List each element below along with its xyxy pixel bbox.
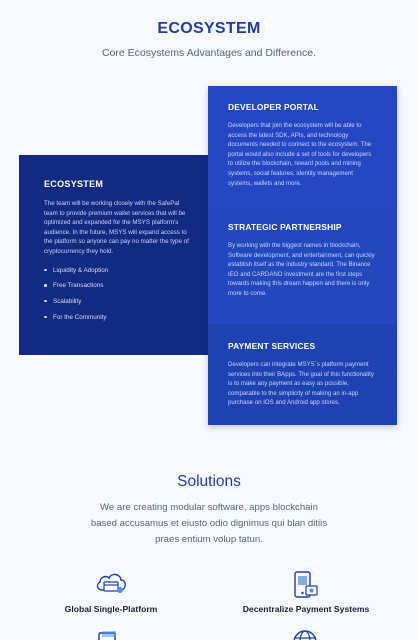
- ecosystem-card-title: ECOSYSTEM: [44, 179, 104, 189]
- ecosystem-feature-list: [44, 267, 191, 321]
- globe-icon: [292, 629, 318, 640]
- ecosystem-card-body: The team will be working closely with the SafePal team to provide premium wallet services that will be optimized and expanded for the MSYS platform's audience. In the future, MSYS will expand access to the platform so anyone can pay no matter the type of cryptocurrency they hold.: [44, 200, 189, 255]
- bullet-icon: [44, 269, 47, 272]
- solutions-title: Solutions: [177, 473, 241, 490]
- panel-body: Developers can integrate MSYS`s platform payment services into their BApps. The goal of this functionality is to make any payment as easy as possible, comparable to the simplicity of making an in-app purchase on IOS and Android app stores.: [228, 361, 374, 407]
- panel-title: DEVELOPER PORTAL: [228, 102, 319, 112]
- list-item: For the Community: [44, 314, 191, 321]
- bullet-icon: [44, 300, 47, 303]
- list-item: Free Transactions: [44, 282, 191, 289]
- feature-panels: [208, 86, 397, 425]
- bullet-icon: [44, 284, 47, 287]
- developer-portal-panel: [208, 86, 397, 206]
- strategic-partnership-panel: [208, 206, 397, 324]
- ecosystem-subtitle: Core Ecosystems Advantages and Difference.: [101, 47, 316, 59]
- ecosystem-card: [19, 155, 215, 355]
- cloud-payment-icon: [94, 570, 128, 596]
- list-item: Scalability: [44, 298, 191, 305]
- panel-title: PAYMENT SERVICES: [228, 341, 316, 351]
- ecosystem-title: ECOSYSTEM: [157, 20, 261, 37]
- payment-services-panel: [208, 324, 397, 425]
- mobile-payment-icon: [292, 570, 320, 600]
- bullet-icon: [44, 316, 47, 319]
- feature-label-global-single-platform: Global Single-Platform: [64, 604, 158, 614]
- panel-body: By working with the biggest names in blockchain, Software development, and entertainment, can quickly establish itself as the industry standard. The Binance IEO and CARDANO investment are the first steps towards making this dream happen and there is only more to come.: [228, 242, 375, 297]
- panel-title: STRATEGIC PARTNERSHIP: [228, 222, 342, 232]
- solutions-description: We are creating modular software, apps blockchain based accusamus et eiusto odio dignimus qui blan ditiis praes entium volup tatun.: [90, 502, 328, 545]
- list-item: Liquidity & Adoption: [44, 267, 191, 274]
- panel-body: Developers that join the ecosystem will be able to access the latest SDK, APIs, and technology documents needed to connect to the ecosystem. The portal would also include a set of tools for developers to utilize the blockchain, reward pools and mining systems, social features, identity management systems, wallets and more.: [228, 122, 372, 187]
- feature-label-decentralize-payment: Decentralize Payment Systems: [242, 604, 370, 614]
- document-icon: [96, 630, 120, 640]
